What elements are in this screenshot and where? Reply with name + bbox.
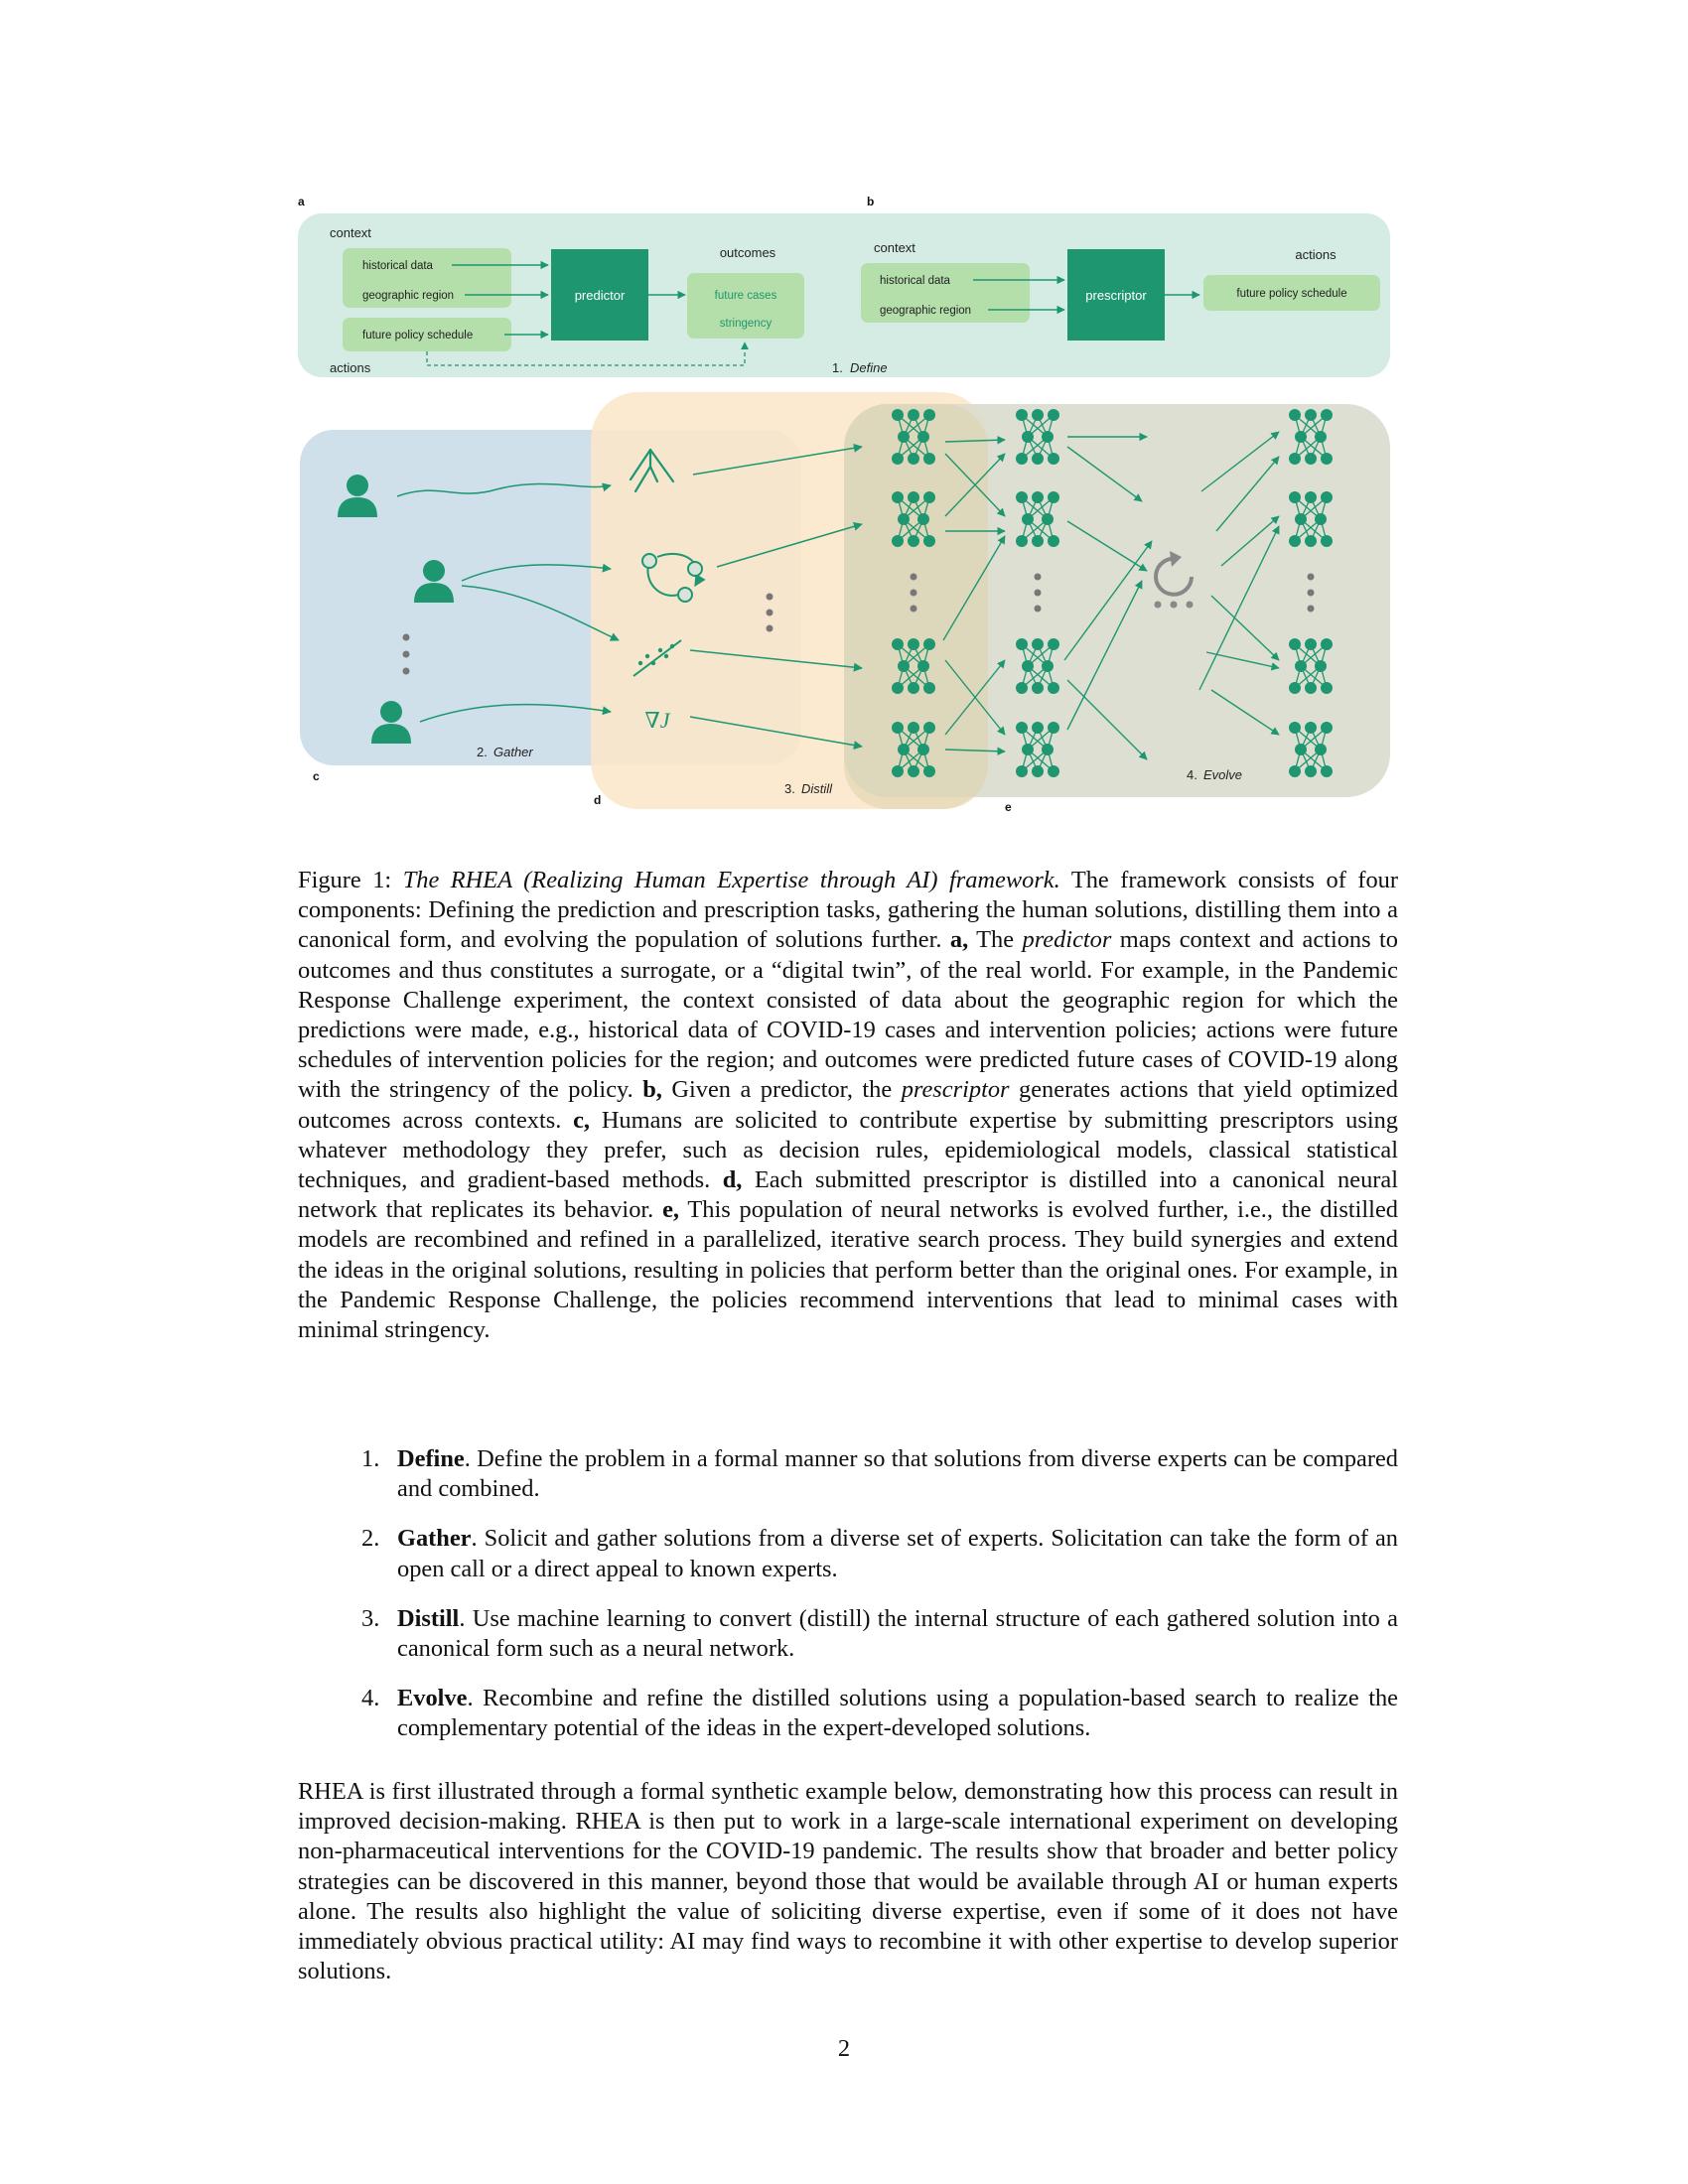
step-gather-num: 2. xyxy=(477,745,488,759)
panel-a-output-cases: future cases xyxy=(714,290,777,302)
list-item-term: Evolve xyxy=(397,1685,468,1712)
panel-e-letter: e xyxy=(1005,800,1012,814)
step-evolve-label: Evolve xyxy=(1203,767,1243,782)
caption-b-pre: Given a predictor, the xyxy=(671,1076,893,1104)
prescriptor-label: prescriptor xyxy=(1085,288,1147,303)
list-item-term: Distill xyxy=(397,1604,460,1632)
panel-d-letter: d xyxy=(594,793,602,807)
list-item xyxy=(298,1604,1398,1664)
figure-rhea-framework xyxy=(288,194,1410,829)
step-define-num: 1. xyxy=(832,360,843,375)
caption-a-label: a, xyxy=(949,926,969,954)
list-item-term: Gather xyxy=(397,1525,472,1553)
list-item-number: 3. xyxy=(361,1604,380,1632)
list-item xyxy=(298,1684,1398,1743)
panel-b-input-historical: historical data xyxy=(880,275,950,287)
caption-title: The RHEA (Realizing Human Expertise through AI) framework. xyxy=(402,867,1060,893)
methods-ellipsis-icon xyxy=(767,594,774,632)
panel-a-context-label: context xyxy=(330,225,371,240)
nn-col1-ellipsis-icon xyxy=(911,574,917,613)
panel-a-actions-label: actions xyxy=(330,360,371,375)
list-item xyxy=(298,1524,1398,1583)
step-gather-label: Gather xyxy=(493,745,533,759)
list-item-text: . Recombine and refine the distilled solutions using a population-based search to realize the complementary potential of the ideas in the expert-developed solutions. xyxy=(397,1685,1398,1742)
nn-col3-ellipsis-icon xyxy=(1308,574,1315,613)
panel-a-letter: a xyxy=(298,195,305,208)
page-number: 2 xyxy=(837,2035,851,2062)
list-item-number: 2. xyxy=(361,1525,380,1553)
list-item xyxy=(298,1444,1398,1504)
caption-b-text: generates actions that yield optimized outcomes across contexts. xyxy=(298,1076,1398,1134)
list-item-number: 1. xyxy=(361,1445,380,1472)
caption-e-text: This population of neural networks is evolved further, i.e., the distilled models are recombined and refined in a parallelized, iterative search process. They build synergies and extend the ideas in the original solutions, resulting in policies that perform better than the original ones. For example, in the Pandemic Response Challenge, the policies recommend interventions that lead to minimal cases with minimal stringency. xyxy=(298,1196,1398,1344)
evolution-ellipsis-icon xyxy=(1155,602,1194,609)
caption-sentence-1: The framework consists of four components: Defining the prediction and prescription tasks, gathering the human solutions, distilling them into a canonical form, and evolving the population of solutions further. xyxy=(298,867,1398,954)
panel-b-input-region: geographic region xyxy=(880,305,972,317)
panel-a-input-region: geographic region xyxy=(362,290,455,302)
caption-a-term: predictor xyxy=(1022,926,1112,954)
step-distill-num: 3. xyxy=(784,781,795,796)
step-define-label: Define xyxy=(850,360,888,375)
caption-c-label: c, xyxy=(573,1106,591,1134)
rhea-steps-list xyxy=(298,1444,1398,1764)
figure-caption xyxy=(298,866,1398,1345)
panel-a-input-historical: historical data xyxy=(362,260,433,272)
caption-b-term: prescriptor xyxy=(901,1076,1010,1104)
panel-c-letter: c xyxy=(313,769,320,783)
caption-a-text: maps context and actions to outcomes and thus constitutes a surrogate, or a “digital twin”, of the real world. For example, in the Pandemic Response Challenge experiment, the context consisted of data about the geographic region for which the predictions were made, e.g., historical data of COVID-19 cases and intervention policies; actions were future schedules of intervention policies for the region; and outcomes were predicted future cases of COVID-19 along with the stringency of the policy. xyxy=(298,926,1398,1104)
list-item-text: . Define the problem in a formal manner so that solutions from diverse experts can be compared and combined. xyxy=(397,1445,1398,1503)
list-item-text: . Use machine learning to convert (distill) the internal structure of each gathered solution into a canonical form such as a neural network. xyxy=(397,1604,1398,1663)
panel-b-output-policy: future policy schedule xyxy=(1236,288,1347,300)
panel-a-input-policy: future policy schedule xyxy=(362,330,474,341)
caption-b-label: b, xyxy=(642,1076,662,1104)
panel-b-actions-label: actions xyxy=(1295,247,1336,262)
predictor-label: predictor xyxy=(574,288,626,303)
caption-a-pre: The xyxy=(976,926,1015,954)
panel-b-letter: b xyxy=(867,195,875,208)
list-item-number: 4. xyxy=(361,1685,380,1712)
step-distill-label: Distill xyxy=(801,781,833,796)
caption-d-text: Each submitted prescriptor is distilled into a canonical neural network that replicates its behavior. xyxy=(298,1166,1398,1224)
figure-canvas xyxy=(288,194,1410,829)
list-item-text: . Solicit and gather solutions from a diverse set of experts. Solicitation can take the form of an open call or a direct appeal to known experts. xyxy=(397,1525,1398,1582)
caption-d-label: d, xyxy=(722,1166,743,1194)
caption-c-text: Humans are solicited to contribute expertise by submitting prescriptors using whatever methodology they prefer, such as decision rules, epidemiological models, classical statistical techniques, and gradient-based methods. xyxy=(298,1106,1398,1194)
panel-a-outcomes-label: outcomes xyxy=(719,245,776,260)
panel-a-output-stringency: stringency xyxy=(719,318,773,330)
gradient-method-icon: ∇J xyxy=(644,708,670,733)
panel-b-context-label: context xyxy=(874,240,915,255)
caption-label: Figure 1: xyxy=(298,867,392,893)
list-item-term: Define xyxy=(397,1445,465,1472)
nn-col2-ellipsis-icon xyxy=(1035,574,1042,613)
body-paragraph: RHEA is first illustrated through a formal synthetic example below, demonstrating how this process can result in improved decision-making. RHEA is then put to work in a large-scale international experiment on developing non-pharmaceutical interventions for the COVID-19 pandemic. The results show that broader and better policy strategies can be discovered in this manner, beyond those that would be available through AI or human experts alone. The results also highlight the value of soliciting diverse expertise, even if some of it does not have immediately obvious practical utility: AI may find ways to recombine it with other expertise to develop superior solutions. xyxy=(298,1778,1398,1985)
step-evolve-num: 4. xyxy=(1187,767,1197,782)
caption-e-label: e, xyxy=(662,1196,680,1224)
